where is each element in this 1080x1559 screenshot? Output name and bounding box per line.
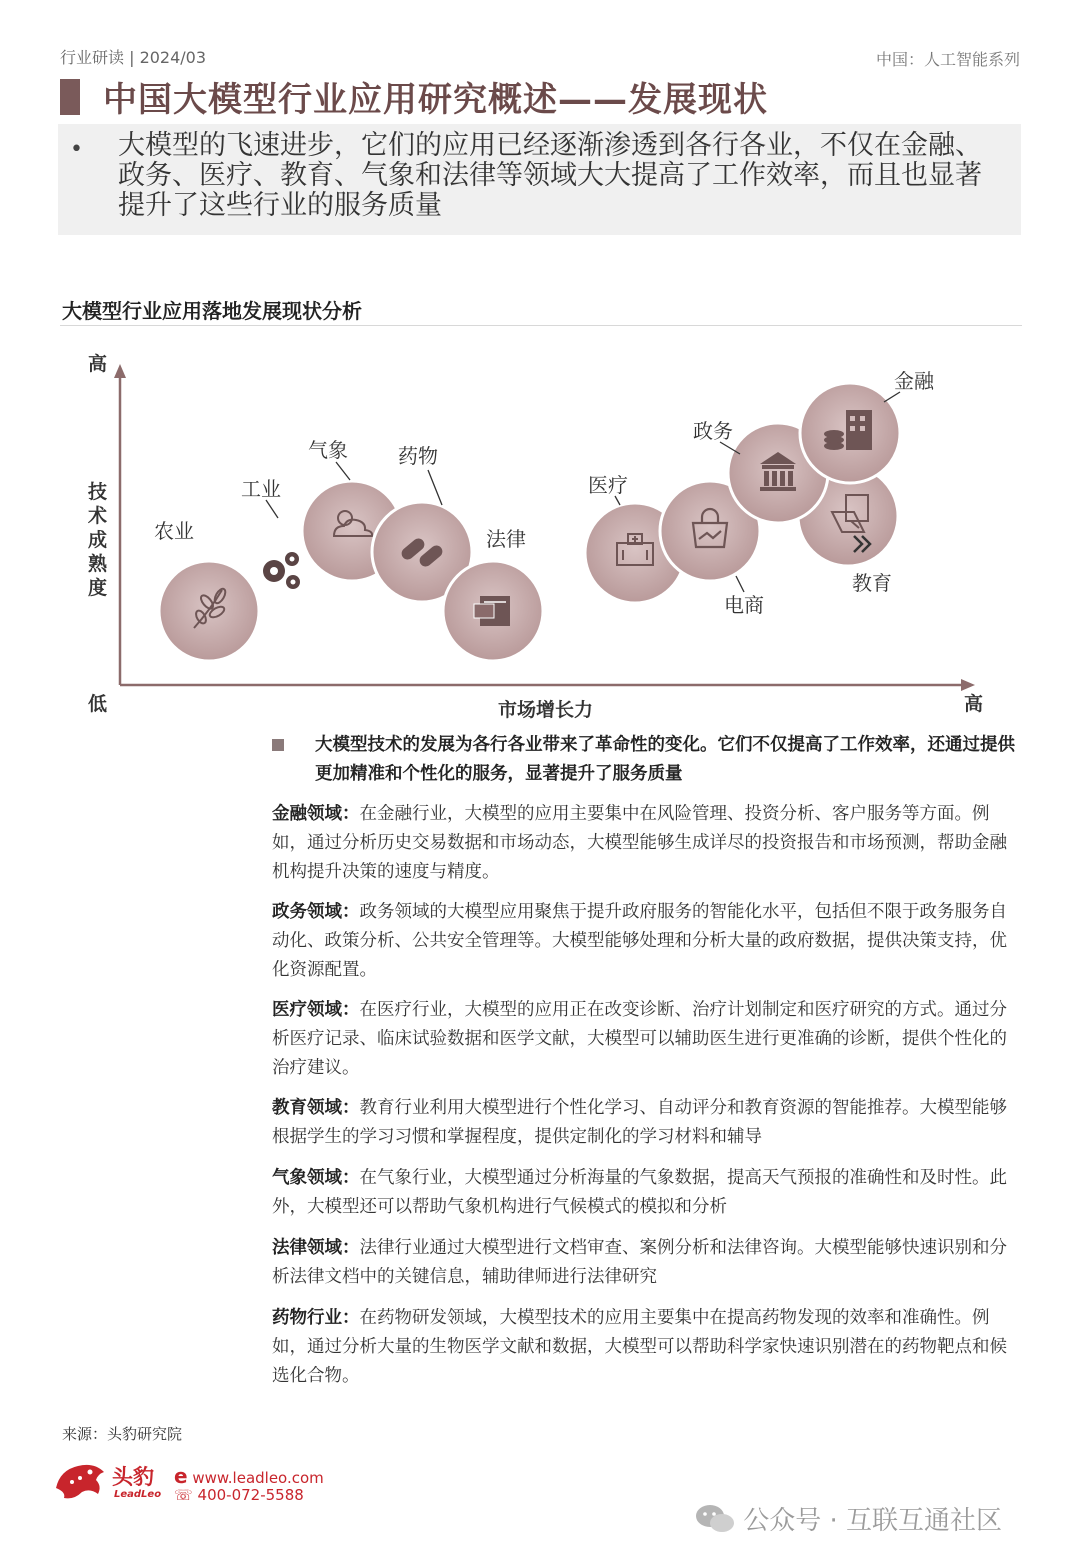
paragraph-label: 金融领域： [272,804,360,824]
gears-icon [263,552,300,589]
x-axis-title: 市场增长力 [498,699,594,721]
y-axis-title-char: 术 [88,505,108,527]
label-pointer [266,500,278,518]
paragraph-text: 在气象行业，大模型通过分析海量的气象数据，提高天气预报的准确性和及时性。此外，大模型还可以帮助气象机构进行气候模式的模拟和分析 [272,1168,1007,1217]
industry-label: 工业 [241,477,281,501]
paragraph-law [272,1234,1022,1292]
brand-name-en: LeadLeo [114,1489,162,1500]
y-axis-low-label: 低 [88,693,108,715]
phone-row [174,1486,304,1504]
wechat-icon [695,1503,735,1535]
label-pointer [336,462,350,480]
y-axis-title-char: 成 [88,529,108,551]
paragraph-education [272,1094,1022,1152]
industry-label: 农业 [154,519,194,543]
paragraph-label: 药物行业： [272,1308,360,1328]
paragraph-text: 教育行业利用大模型进行个性化学习、自动评分和教育资源的智能推荐。大模型能够根据学生的学习习惯和掌握程度，提供定制化的学习材料和辅导 [272,1098,1007,1147]
label-pointer [428,470,442,505]
industry-label: 电商 [724,593,764,617]
watermark-text: 公众号 · 互联互通社区 [743,1506,1003,1536]
paragraph-label: 政务领域： [272,902,360,922]
y-axis-high-label: 高 [88,353,108,375]
page-title: 中国大模型行业应用研究概述——发展现状 [103,80,768,120]
section-title: 大模型行业应用落地发展现状分析 [62,299,362,323]
paragraph-pharma [272,1304,1022,1391]
y-axis-title-char: 熟 [88,553,108,575]
x-axis-arrow [961,679,975,691]
website-row [174,1464,324,1488]
industry-label: 气象 [308,438,348,462]
paragraph-weather [272,1164,1022,1222]
label-pointer [615,496,620,505]
industry-label: 教育 [852,571,892,595]
intro-text: 大模型的飞速进步，它们的应用已经逐渐渗透到各行各业，不仅在金融、政务、医疗、教育、气象和法律等领域大大提高了工作效率，而且也显著提升了这些行业的服务质量 [118,130,982,221]
industry-label: 法律 [486,527,526,551]
watermark [695,1500,1002,1537]
industry-label: 金融 [894,369,934,393]
paragraph-label: 医疗领域： [272,1000,360,1020]
lead-text: 大模型技术的发展为各行各业带来了革命性的变化。它们不仅提高了工作效率，还通过提供更加精准和个性化的服务，显著提升了服务质量 [315,735,1015,784]
source-note: 来源：头豹研究院 [62,1425,183,1443]
brand-name-cn: 头豹 [112,1465,154,1489]
report-category-date: 行业研读 | 2024/03 [60,48,207,67]
industry-maturity-chart [60,340,1020,725]
phone-number: 400-072-5588 [197,1486,304,1504]
industry-label: 药物 [398,444,438,468]
paragraph-text: 在医疗行业，大模型的应用正在改变诊断、治疗计划制定和医疗研究的方式。通过分析医疗记录、临床试验数据和医学文献，大模型可以辅助医生进行更准确的诊断，提供个性化的治疗建议。 [272,1000,1007,1078]
label-pointer [736,576,744,592]
paragraph-medical [272,996,1022,1083]
paragraph-finance [272,800,1022,887]
title-accent-bar [60,79,80,115]
paragraph-text: 政务领域的大模型应用聚焦于提升政府服务的智能化水平，包括但不限于政务服务自动化、政策分析、公共安全管理等。大模型能够处理和分析大量的政府数据，提供决策支持，优化资源配置。 [272,902,1007,980]
y-axis-title-char: 技 [88,481,108,503]
intro-bullet: • [70,137,83,162]
paragraph-label: 法律领域： [272,1238,360,1258]
industry-label: 医疗 [588,473,628,497]
paragraph-label: 气象领域： [272,1168,360,1188]
y-axis-arrow [114,364,126,378]
y-axis-title-char: 度 [88,577,108,599]
leopard-logo-icon [52,1458,108,1504]
paragraph-text: 法律行业通过大模型进行文档审查、案例分析和法律咨询。大模型能够快速识别和分析法律文档中的关键信息，辅助律师进行法律研究 [272,1238,1007,1287]
lead-bullet [272,739,284,751]
report-series: 中国：人工智能系列 [875,50,1020,69]
x-axis-high-label: 高 [964,693,984,715]
industry-label: 政务 [693,419,733,443]
paragraph-text: 在金融行业，大模型的应用主要集中在风险管理、投资分析、客户服务等方面。例如，通过分析历史交易数据和市场动态，大模型能够生成详尽的投资报告和市场预测，帮助金融机构提升决策的速度与精度。 [272,804,1007,882]
phone-icon: ☏ [174,1486,193,1504]
web-icon: e [174,1464,188,1488]
website-link[interactable]: www.leadleo.com [192,1469,324,1487]
paragraph-label: 教育领域： [272,1098,360,1118]
paragraph-text: 在药物研发领域，大模型技术的应用主要集中在提高药物发现的效率和准确性。例如，通过分析大量的生物医学文献和数据，大模型可以帮助科学家快速识别潜在的药物靶点和候选化合物。 [272,1308,1007,1386]
paragraph-government [272,898,1022,985]
section-divider [60,325,1022,326]
